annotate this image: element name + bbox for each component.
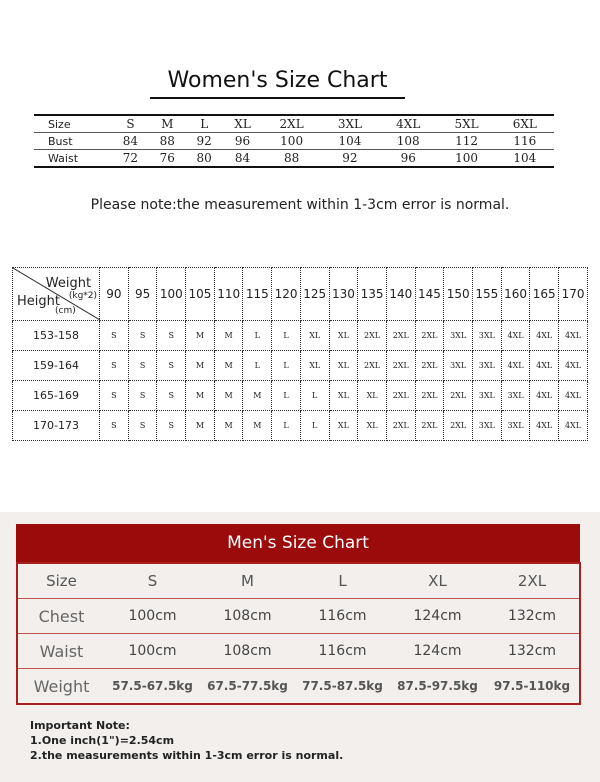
- grid-cell: S: [100, 411, 129, 441]
- men-row-size: [17, 563, 580, 599]
- weight-header: 125: [300, 268, 329, 321]
- cell: 116cm: [295, 634, 390, 669]
- grid-cell: M: [214, 381, 243, 411]
- cell: 87.5-97.5kg: [390, 669, 485, 705]
- grid-cell: 4XL: [501, 351, 530, 381]
- grid-cell: M: [243, 381, 272, 411]
- grid-cell: L: [243, 351, 272, 381]
- grid-cell: 4XL: [559, 411, 588, 441]
- grid-cell: XL: [329, 381, 358, 411]
- weight-header: 170: [559, 268, 588, 321]
- weight-unit: (kg*2): [68, 291, 98, 301]
- cell: 116: [496, 133, 554, 150]
- grid-cell: XL: [358, 411, 387, 441]
- cell: 104: [321, 133, 379, 150]
- grid-cell: M: [243, 411, 272, 441]
- cell: 5XL: [437, 115, 495, 133]
- cell: XL: [428, 572, 447, 590]
- grid-cell: 2XL: [444, 411, 473, 441]
- grid-cell: 3XL: [472, 351, 501, 381]
- cell: 116cm: [295, 599, 390, 634]
- size-grid-table: [12, 267, 588, 441]
- women-size-chart-title: Women's Size Chart: [150, 68, 405, 99]
- grid-cell: M: [214, 411, 243, 441]
- cell: 92: [321, 150, 379, 168]
- grid-cell: 2XL: [358, 351, 387, 381]
- height-range: 153-158: [13, 321, 100, 351]
- weight-header: 95: [128, 268, 157, 321]
- cell: 100: [437, 150, 495, 168]
- grid-cell: L: [300, 411, 329, 441]
- grid-cell: S: [157, 351, 186, 381]
- men-row-waist: [17, 634, 580, 669]
- grid-cell: M: [186, 321, 215, 351]
- height-range: 165-169: [13, 381, 100, 411]
- cell: 112: [437, 133, 495, 150]
- cell: 100: [262, 133, 320, 150]
- cell: M: [241, 572, 254, 590]
- cell: 72: [112, 150, 149, 168]
- weight-header: 145: [415, 268, 444, 321]
- cell: 100cm: [105, 634, 200, 669]
- grid-cell: M: [214, 321, 243, 351]
- grid-cell: L: [272, 411, 301, 441]
- grid-cell: XL: [329, 351, 358, 381]
- weight-header: 160: [501, 268, 530, 321]
- grid-cell: 3XL: [444, 321, 473, 351]
- grid-header-row: [13, 268, 588, 321]
- weight-header: 100: [157, 268, 186, 321]
- cell: M: [149, 115, 186, 133]
- cell: S: [147, 572, 158, 590]
- cell: 108cm: [200, 599, 295, 634]
- grid-cell: L: [243, 321, 272, 351]
- cell: 108cm: [200, 634, 295, 669]
- grid-cell: 4XL: [530, 321, 559, 351]
- cell: 3XL: [321, 115, 379, 133]
- men-important-note: [30, 718, 343, 763]
- weight-header: 150: [444, 268, 473, 321]
- weight-header: 105: [186, 268, 215, 321]
- grid-cell: 3XL: [501, 381, 530, 411]
- weight-header: 110: [214, 268, 243, 321]
- weight-header: 135: [358, 268, 387, 321]
- grid-cell: S: [157, 381, 186, 411]
- cell: L: [338, 572, 347, 590]
- grid-cell: 2XL: [358, 321, 387, 351]
- women-row-bust: [34, 133, 554, 150]
- weight-header: 165: [530, 268, 559, 321]
- weight-label: Weight: [45, 276, 92, 291]
- grid-cell: XL: [329, 321, 358, 351]
- weight-header: 115: [243, 268, 272, 321]
- row-label: Bust: [34, 133, 112, 150]
- weight-header: 120: [272, 268, 301, 321]
- grid-cell: S: [128, 381, 157, 411]
- cell: 2XL: [517, 572, 547, 590]
- cell: 2XL: [262, 115, 320, 133]
- grid-row: [13, 321, 588, 351]
- grid-cell: 3XL: [472, 321, 501, 351]
- cell: 84: [223, 150, 263, 168]
- grid-cell: S: [157, 411, 186, 441]
- cell: 97.5-110kg: [485, 669, 580, 705]
- grid-cell: XL: [329, 411, 358, 441]
- cell: 80: [186, 150, 223, 168]
- grid-cell: 4XL: [559, 381, 588, 411]
- height-weight-grid: [12, 267, 588, 439]
- grid-cell: 2XL: [386, 381, 415, 411]
- grid-cell: S: [100, 321, 129, 351]
- cell: 57.5-67.5kg: [105, 669, 200, 705]
- cell: 4XL: [379, 115, 437, 133]
- grid-cell: 3XL: [472, 411, 501, 441]
- grid-cell: 4XL: [559, 321, 588, 351]
- cell: 67.5-77.5kg: [200, 669, 295, 705]
- grid-cell: 2XL: [386, 411, 415, 441]
- grid-cell: S: [157, 321, 186, 351]
- grid-cell: 3XL: [444, 351, 473, 381]
- row-label: Size: [46, 572, 77, 590]
- men-row-chest: [17, 599, 580, 634]
- grid-cell: L: [272, 321, 301, 351]
- cell: 77.5-87.5kg: [295, 669, 390, 705]
- men-size-chart-title: Men's Size Chart: [16, 524, 580, 562]
- grid-cell: 2XL: [386, 321, 415, 351]
- grid-cell: L: [300, 381, 329, 411]
- weight-header: 130: [329, 268, 358, 321]
- height-range: 159-164: [13, 351, 100, 381]
- note-heading: Important Note:: [30, 719, 130, 732]
- height-label: Height: [17, 294, 60, 309]
- cell: 88: [262, 150, 320, 168]
- women-row-waist: [34, 150, 554, 168]
- weight-header: 155: [472, 268, 501, 321]
- row-label: Size: [34, 115, 112, 133]
- grid-cell: S: [128, 411, 157, 441]
- grid-cell: 2XL: [415, 351, 444, 381]
- row-label: Waist: [17, 634, 105, 669]
- grid-cell: 2XL: [415, 411, 444, 441]
- cell: 88: [149, 133, 186, 150]
- grid-cell: 2XL: [415, 321, 444, 351]
- note-line: 2.the measurements within 1-3cm error is normal.: [30, 749, 344, 762]
- grid-cell: S: [128, 351, 157, 381]
- grid-cell: XL: [300, 321, 329, 351]
- women-note: Please note:the measurement within 1-3cm error is normal.: [90, 197, 510, 213]
- cell: 84: [112, 133, 149, 150]
- grid-cell: S: [100, 351, 129, 381]
- cell: 124cm: [390, 599, 485, 634]
- grid-cell: M: [186, 411, 215, 441]
- cell: 96: [223, 133, 263, 150]
- cell: 96: [379, 150, 437, 168]
- cell: 104: [496, 150, 554, 168]
- grid-cell: 4XL: [501, 321, 530, 351]
- grid-cell: 2XL: [444, 381, 473, 411]
- cell: S: [112, 115, 149, 133]
- grid-cell: L: [272, 351, 301, 381]
- grid-cell: 2XL: [415, 381, 444, 411]
- grid-cell: 4XL: [530, 381, 559, 411]
- cell: 6XL: [496, 115, 554, 133]
- cell: L: [186, 115, 223, 133]
- cell: 76: [149, 150, 186, 168]
- grid-cell: M: [186, 381, 215, 411]
- cell: 108: [379, 133, 437, 150]
- grid-cell: 4XL: [530, 411, 559, 441]
- grid-corner-cell: [13, 268, 100, 321]
- row-label: Chest: [17, 599, 105, 634]
- grid-row: [13, 381, 588, 411]
- grid-cell: 3XL: [501, 411, 530, 441]
- row-label: Weight: [17, 669, 105, 705]
- women-row-size: [34, 115, 554, 133]
- grid-cell: 4XL: [530, 351, 559, 381]
- grid-cell: M: [186, 351, 215, 381]
- cell: 132cm: [485, 599, 580, 634]
- grid-cell: S: [128, 321, 157, 351]
- cell: XL: [223, 115, 263, 133]
- grid-cell: M: [214, 351, 243, 381]
- grid-cell: 3XL: [472, 381, 501, 411]
- grid-row: [13, 351, 588, 381]
- cell: 132cm: [485, 634, 580, 669]
- grid-cell: XL: [358, 381, 387, 411]
- height-unit: (cm): [55, 306, 76, 316]
- grid-cell: 4XL: [559, 351, 588, 381]
- weight-header: 90: [100, 268, 129, 321]
- men-row-weight: [17, 669, 580, 705]
- grid-cell: 2XL: [386, 351, 415, 381]
- grid-row: [13, 411, 588, 441]
- women-size-table: [34, 114, 554, 168]
- cell: 100cm: [105, 599, 200, 634]
- grid-cell: XL: [300, 351, 329, 381]
- cell: 92: [186, 133, 223, 150]
- row-label: Waist: [34, 150, 112, 168]
- cell: 124cm: [390, 634, 485, 669]
- height-range: 170-173: [13, 411, 100, 441]
- men-size-table: [16, 562, 581, 705]
- grid-cell: S: [100, 381, 129, 411]
- note-line: 1.One inch(1")=2.54cm: [30, 734, 175, 747]
- grid-cell: L: [272, 381, 301, 411]
- weight-header: 140: [386, 268, 415, 321]
